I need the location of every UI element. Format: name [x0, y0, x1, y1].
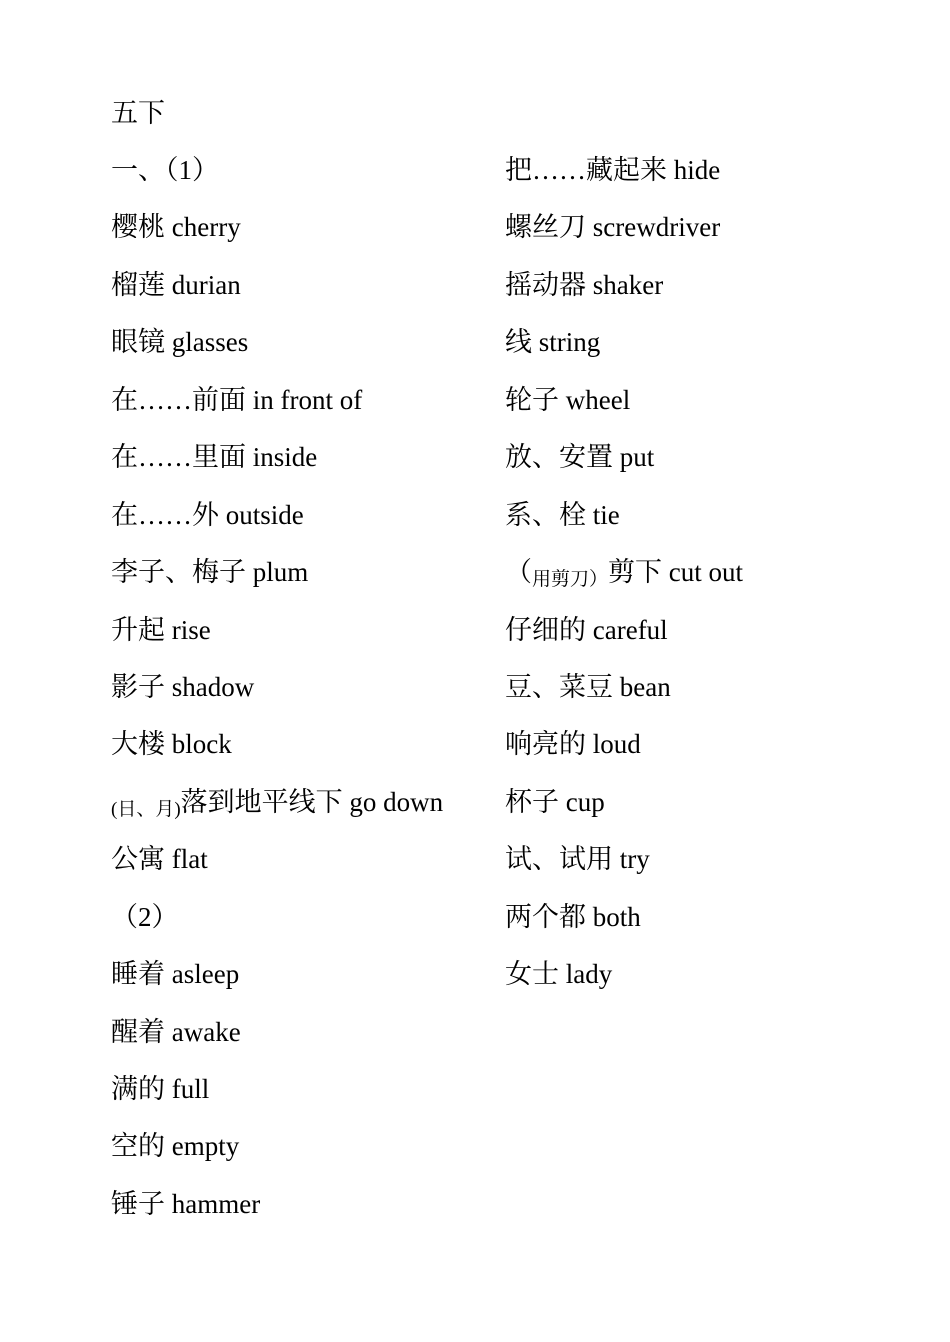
vocab-item: 放、安置 put	[505, 442, 655, 473]
right-column	[505, 153, 905, 1015]
paren-open: （	[505, 557, 532, 588]
vocab-item: 线 string	[505, 327, 601, 358]
vocab-item: 李子、梅子 plum	[111, 557, 309, 588]
left-column	[111, 153, 491, 1244]
vocab-item-text: 剪下 cut out	[608, 557, 744, 588]
vocab-item-qualifier: 用剪刀	[532, 569, 590, 591]
vocab-item: 系、栓 tie	[505, 499, 620, 530]
vocab-item: 升起 rise	[111, 614, 211, 645]
vocab-item-text: 落到地平线下 go down	[180, 786, 444, 817]
vocab-item: 轮子 wheel	[505, 384, 631, 415]
vocab-item: 在……里面 inside	[111, 442, 318, 473]
vocab-item: 摇动器 shaker	[505, 269, 664, 300]
vocab-item-cut-out	[505, 555, 905, 612]
vocab-item-go-down	[111, 785, 491, 842]
vocab-item: 在……外 outside	[111, 499, 304, 530]
vocab-item: 公寓 flat	[111, 844, 208, 875]
section-2-heading: （2）	[111, 901, 179, 932]
vocab-item-qualifier: (日、月)	[111, 798, 181, 820]
vocab-item: 豆、菜豆 bean	[505, 671, 671, 702]
vocab-item: 杯子 cup	[505, 786, 605, 817]
section-1-heading: 一、（1）	[111, 155, 219, 185]
paren-close: ）	[589, 569, 609, 591]
vocab-item: 影子 shadow	[111, 671, 255, 702]
vocab-item: 仔细的 careful	[505, 614, 668, 645]
vocab-item: 樱桃 cherry	[111, 212, 241, 243]
vocab-item: 睡着 asleep	[111, 959, 240, 990]
vocab-item: 在……前面 in front of	[111, 384, 363, 415]
vocab-item: 试、试用 try	[505, 844, 650, 875]
vocab-item: 锤子 hammer	[111, 1188, 261, 1219]
vocab-item: 把……藏起来 hide	[505, 155, 721, 185]
vocab-item: 空的 empty	[111, 1131, 240, 1162]
vocab-item: 女士 lady	[505, 959, 613, 990]
vocab-item: 醒着 awake	[111, 1016, 241, 1047]
vocab-item: 响亮的 loud	[505, 729, 641, 760]
page-title: 五下	[111, 98, 165, 128]
vocab-item: 眼镜 glasses	[111, 327, 249, 358]
vocab-item: 大楼 block	[111, 729, 232, 760]
vocab-item: 榴莲 durian	[111, 269, 241, 300]
vocab-item: 螺丝刀 screwdriver	[505, 212, 721, 243]
vocab-item: 两个都 both	[505, 901, 641, 932]
vocab-item: 满的 full	[111, 1074, 210, 1104]
